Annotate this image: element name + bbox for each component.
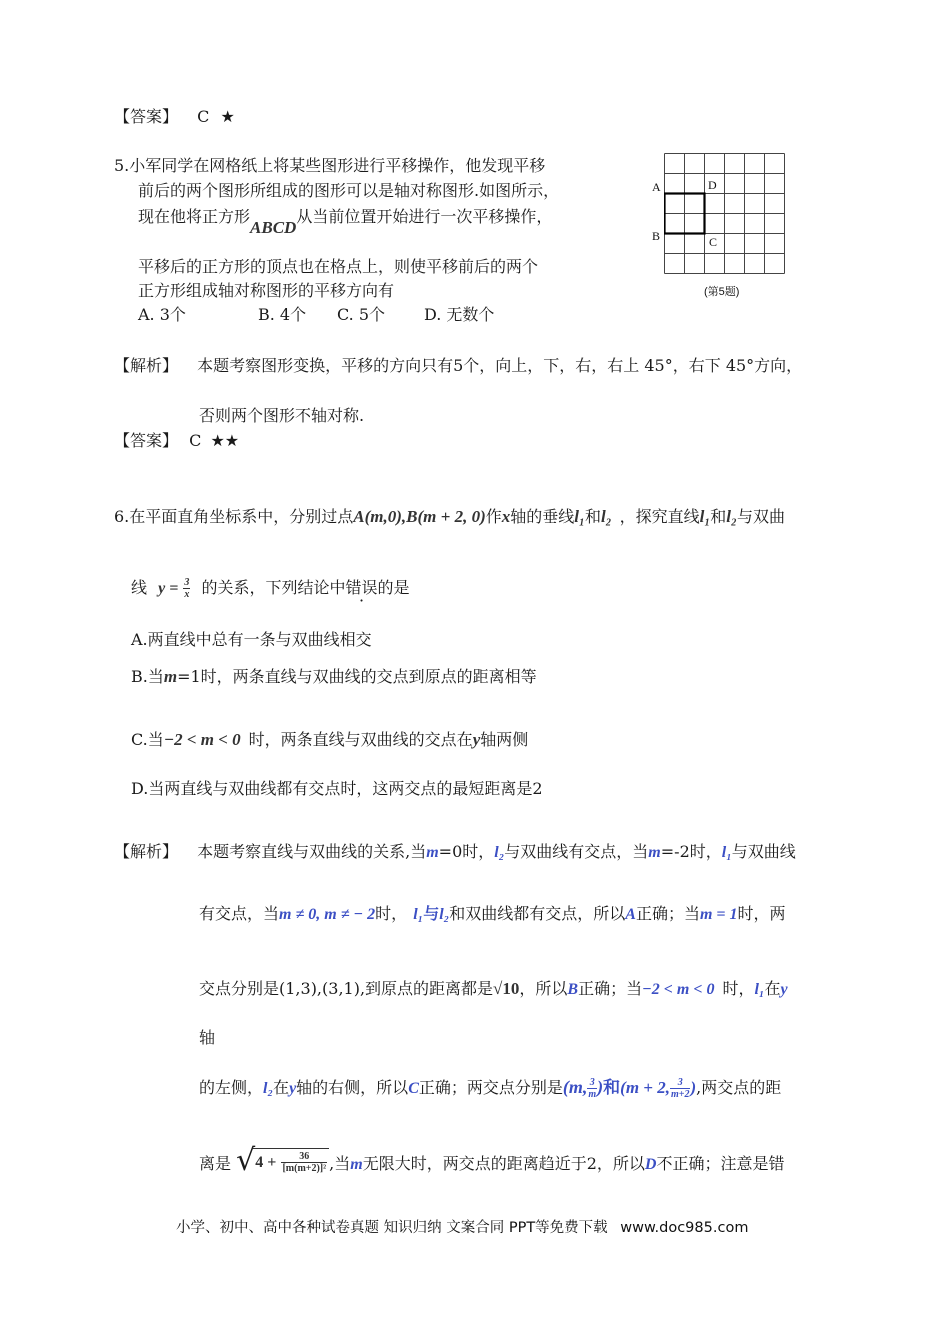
q5-line3-post: 从当前位置开始进行一次平移操作， [296, 207, 553, 226]
q6-point-2-close: ) [690, 1078, 697, 1097]
q6-text: 与双曲 [736, 507, 785, 526]
q6-text: 本题考察直线与双曲线的关系,当 [197, 842, 427, 861]
q4-answer [114, 104, 235, 127]
q6-option-c [131, 727, 528, 750]
q6-text: ,两交点的距 [696, 1078, 782, 1097]
q6-text: 离是 [199, 1154, 232, 1173]
analysis-text: 本题考察图形变换，平移的方向只有5个，向上，下，右，右上 45°，右下 45°方向， [197, 356, 803, 375]
analysis-label: 【解析】 [114, 842, 179, 861]
q6-condition: −2 < m < 0 [642, 981, 715, 998]
q6-point-b: B(m + 2, 0) [406, 507, 486, 526]
q5-option-b: B. 4个 [258, 305, 307, 324]
q6-point-1: (m, [562, 1077, 588, 1097]
fraction-numerator: 3 [670, 1077, 690, 1089]
q6-var-m: m [426, 844, 439, 861]
q6-text: 轴两侧 [480, 730, 529, 749]
q5-line3-pre: 现在他将正方形 [138, 207, 251, 226]
q6-var-m: m [350, 1156, 363, 1173]
q6-text: 与双曲线 [731, 842, 796, 861]
fraction-denominator: x [184, 589, 190, 600]
q6-analysis-line6 [199, 1143, 785, 1182]
q6-text: 时，两 [737, 904, 786, 923]
q6-text: 的关系，下列结论中 [201, 578, 346, 597]
q6-text: 线 [131, 578, 148, 597]
q6-text: 6.在平面直角坐标系中，分别过点 [114, 507, 354, 526]
q6-var-y: y [780, 981, 788, 998]
sqrt-icon: √ [236, 1143, 256, 1178]
q6-text: =-2时， [660, 842, 722, 861]
fraction-denominator: [m(m+2)]² [282, 1162, 327, 1174]
q6-point-2-fraction [670, 1077, 690, 1100]
q6-fraction [183, 577, 190, 600]
q5-analysis-line2: 否则两个图形不轴对称. [199, 406, 365, 425]
q6-analysis-line4: 轴 [199, 1028, 216, 1047]
q6-text: 交点分别是(1,3),(3,1),到原点的距离都是 [199, 979, 494, 998]
q6-l1: l₁ [721, 844, 732, 861]
q6-text: 时， [722, 979, 755, 998]
q6-text: 时，两条直线与双曲线的交点在 [248, 730, 473, 749]
q6-equation: y = [158, 580, 179, 597]
vertex-label-b: B [652, 229, 661, 243]
q5-line5: 正方形组成轴对称图形的平移方向有 [138, 281, 395, 300]
q6-text: 正确；当 [578, 979, 643, 998]
q5-option-d: D. 无数个 [424, 305, 495, 324]
q5-answer [114, 428, 239, 451]
q6-text: 和 [710, 507, 727, 526]
q6-condition: m ≠ 0, m ≠ − 2 [279, 906, 376, 923]
q6-text: 无限大时，两交点的距离趋近于2，所以 [362, 1154, 645, 1173]
answer-value: C [197, 107, 210, 126]
q6-text: C.当 [131, 730, 164, 749]
q6-var-y: y [289, 1080, 297, 1097]
fraction-numerator: 3 [587, 1077, 597, 1089]
footer-link[interactable]: www.doc985.com [620, 1220, 749, 1236]
q5-analysis [114, 353, 802, 376]
q6-point-a: A(m,0), [353, 507, 407, 526]
q6-option-ref: A [625, 906, 636, 923]
q6-l2: l₂ [439, 906, 450, 923]
q6-text: 作 [485, 507, 502, 526]
q6-l2: l₂ [600, 507, 612, 526]
q6-text: 在 [273, 1078, 290, 1097]
q6-line1 [114, 504, 785, 527]
fraction-numerator: 36 [281, 1151, 327, 1163]
q6-analysis-line2 [199, 901, 786, 924]
q5-option-a: A. 3个 [138, 305, 186, 324]
q6-inequality: −2 < m < 0 [163, 730, 241, 749]
sqrt-fraction [281, 1151, 327, 1174]
q6-text: 的是 [377, 578, 410, 597]
q5-line1: 5.小军同学在网格纸上将某些图形进行平移操作，他发现平移 [114, 156, 546, 175]
q6-l2: l₂ [726, 507, 737, 526]
q6-text: 与 [423, 906, 440, 923]
q6-point-2: (m + 2, [620, 1078, 670, 1097]
q6-l1: l₁ [699, 507, 711, 526]
vertex-label-a: A [652, 180, 661, 194]
q6-text: =1时，两条直线与双曲线的交点到原点的距离相等 [177, 667, 537, 686]
answer-label: 【答案】 [114, 431, 179, 450]
q6-analysis-line1 [114, 839, 796, 862]
q6-option-ref: B [567, 981, 579, 998]
q6-text: 轴的垂线 [510, 507, 575, 526]
q5-line3 [138, 204, 553, 237]
q6-text: 不正确；注意是错 [656, 1154, 785, 1173]
q6-distance-sqrt [236, 1143, 329, 1178]
q6-option-ref: C [408, 1080, 419, 1097]
fraction-denominator: m [588, 1089, 597, 1100]
analysis-label: 【解析】 [114, 356, 179, 375]
vertex-label-c: C [709, 235, 718, 249]
q6-l2: l₂ [494, 844, 505, 861]
q6-var-y: y [472, 730, 481, 749]
q6-text: B.当 [131, 667, 164, 686]
q6-sqrt10: √10 [493, 979, 520, 998]
q6-text: 的左侧， [199, 1078, 264, 1097]
q6-text: =0时， [438, 842, 495, 861]
q6-analysis-line3 [199, 976, 788, 999]
q6-emphasis: 错误 [345, 578, 378, 597]
q6-text: 轴的右侧，所以 [296, 1078, 409, 1097]
q6-text: 时， [375, 904, 408, 923]
q5-square-name: ABCD [250, 218, 297, 237]
q6-text: 在 [764, 979, 781, 998]
fraction-numerator: 3 [184, 577, 190, 588]
q6-text: 正确；当 [635, 904, 700, 923]
q6-l1: l₁ [413, 906, 424, 923]
q6-x-axis: x [501, 507, 511, 526]
sqrt-term: 4 + [255, 1153, 277, 1171]
star-icon: ★ [220, 107, 235, 126]
q6-option-b [131, 664, 537, 687]
vertex-label-d: D [708, 178, 717, 192]
q6-option-d: D.当两直线与双曲线都有交点时，这两交点的最短距离是2 [131, 779, 543, 798]
q6-l1: l₁ [754, 981, 765, 998]
q6-option-ref: D [644, 1156, 657, 1173]
q5-line4: 平移后的正方形的顶点也在格点上，则使平移前后的两个 [138, 257, 539, 276]
footer-text: 小学、初中、高中各种试卷真题 知识归纳 文案合同 PPT等免费下载 [176, 1220, 608, 1236]
q6-l1: l₁ [574, 507, 585, 526]
answer-label: 【答案】 [114, 107, 179, 126]
q6-text: 有交点，当 [199, 904, 280, 923]
q6-text: 与双曲线有交点，当 [504, 842, 649, 861]
q6-point-1-close: ) [597, 1077, 604, 1097]
figure-caption: (第5题) [704, 286, 740, 298]
q6-text: 正确；两交点分别是 [418, 1078, 563, 1097]
star-icon: ★★ [210, 431, 240, 450]
page-footer [176, 1216, 748, 1237]
q6-text: ，所以 [519, 979, 568, 998]
q5-line2: 前后的两个图形所组成的图形可以是轴对称图形.如图所示， [138, 181, 560, 200]
q6-point-1-fraction [587, 1077, 597, 1100]
fraction-denominator: m+2 [670, 1089, 690, 1100]
q6-analysis-line5 [199, 1073, 781, 1100]
q6-line2 [131, 575, 410, 600]
q6-text: 和 [603, 1078, 621, 1097]
q6-var-m: m [648, 844, 661, 861]
q5-option-c: C. 5个 [337, 305, 386, 324]
q6-option-a: A.两直线中总有一条与双曲线相交 [131, 630, 372, 649]
answer-value: C [189, 431, 202, 450]
q6-condition: m = 1 [699, 906, 738, 923]
q6-text: 和 [584, 507, 601, 526]
q6-var-m: m [163, 667, 178, 686]
q5-grid-figure [664, 153, 786, 275]
q6-text: ，探究直线 [619, 507, 700, 526]
q5-options [138, 302, 495, 325]
q6-l2: l₂ [263, 1080, 274, 1097]
q6-text: ,当 [329, 1154, 351, 1173]
q6-text: 和双曲线都有交点，所以 [449, 904, 626, 923]
